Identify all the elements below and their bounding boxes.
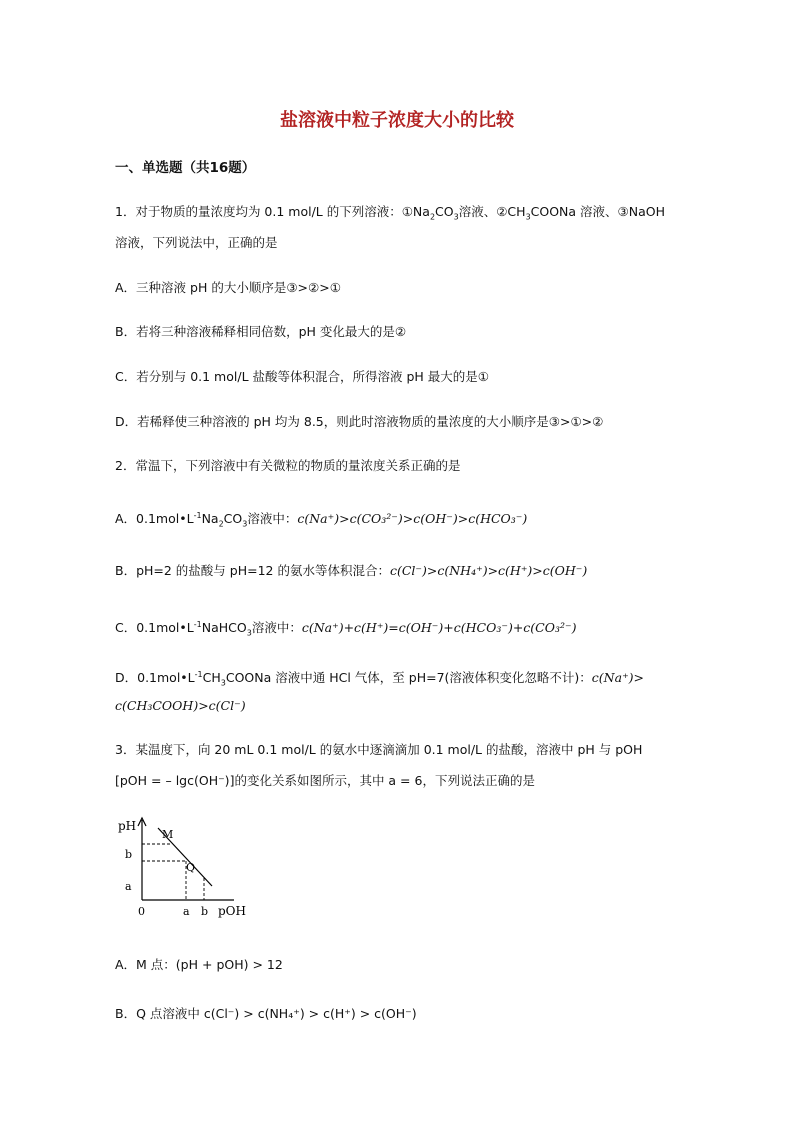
q3-stem-line1: 3．某温度下，向 20 mL 0.1 mol/L 的氨水中逐滴滴加 0.1 mol/L 的盐酸，溶液中 pH 与 pOH xyxy=(115,742,643,757)
y-axis-label: pH xyxy=(118,819,137,833)
y-tick-b: b xyxy=(125,848,133,861)
option-text: 溶液中： xyxy=(247,511,298,527)
concentration-relation: c(Na⁺)>c(CO₃²⁻)>c(OH⁻)>c(HCO₃⁻) xyxy=(297,511,528,527)
ph-poh-graph xyxy=(112,812,252,922)
option-text: COONa 溶液中通 HCl 气体，至 pH=7(溶液体积变化忽略不计)： xyxy=(225,670,592,686)
q2-option-b[interactable] xyxy=(115,563,587,579)
q1-option-c[interactable]: C．若分别与 0.1 mol/L 盐酸等体积混合，所得溶液 pH 最大的是① xyxy=(115,369,489,384)
q1-stem-text: COONa 溶液、③NaOH xyxy=(530,204,666,219)
q3-option-b[interactable]: B．Q 点溶液中 c(Cl⁻) > c(NH₄⁺) > c(H⁺) > c(OH⁻) xyxy=(115,1006,417,1021)
point-m-label: M xyxy=(162,828,174,841)
q1-option-d[interactable]: D．若稀释使三种溶液的 pH 均为 8.5，则此时溶液物质的量浓度的大小顺序是③>①>② xyxy=(115,414,604,429)
q1-option-a[interactable]: A．三种溶液 pH 的大小顺序是③>②>① xyxy=(115,280,341,295)
option-text: C．0.1mol•L xyxy=(115,620,194,636)
x-tick-b: b xyxy=(201,905,209,918)
subscript: 3 xyxy=(525,212,531,222)
q1-stem-line1 xyxy=(115,204,665,226)
q3-stem-line2: [pOH = – lgc(OH⁻)]的变化关系如图所示，其中 a = 6，下列说法正确的是 xyxy=(115,773,535,788)
option-text: CH xyxy=(202,670,221,686)
y-tick-a: a xyxy=(125,880,132,893)
superscript: -1 xyxy=(193,620,202,629)
q2-option-d-line2: c(CH₃COOH)>c(Cl⁻) xyxy=(115,698,246,713)
subscript: 3 xyxy=(242,519,248,529)
origin-label: 0 xyxy=(138,905,145,918)
x-tick-a: a xyxy=(183,905,190,918)
concentration-relation: c(Na⁺)> xyxy=(591,670,645,686)
q3-option-a[interactable]: A．M 点：(pH + pOH) > 12 xyxy=(115,957,283,972)
option-text: 溶液中： xyxy=(251,620,302,636)
point-q-label: Q xyxy=(186,861,196,874)
q1-option-b[interactable]: B．若将三种溶液稀释相同倍数，pH 变化最大的是② xyxy=(115,324,407,339)
option-text: B．pH=2 的盐酸与 pH=12 的氨水等体积混合： xyxy=(115,563,390,578)
superscript: -1 xyxy=(193,511,202,520)
concentration-relation: c(Cl⁻)>c(NH₄⁺)>c(H⁺)>c(OH⁻) xyxy=(389,563,588,578)
q2-option-d[interactable] xyxy=(115,667,644,692)
subscript: 2 xyxy=(429,212,436,222)
option-text: NaHCO xyxy=(201,620,247,636)
option-text: Na xyxy=(201,511,219,527)
subscript: 3 xyxy=(453,212,459,222)
option-text: CO xyxy=(223,511,243,527)
q1-stem-text: 溶液、②CH xyxy=(458,204,526,219)
subscript: 3 xyxy=(246,628,252,638)
section-heading: 一、单选题（共16题） xyxy=(115,160,256,176)
q1-stem-text: CO xyxy=(435,204,454,219)
subscript: 2 xyxy=(218,519,224,529)
q2-stem: 2．常温下，下列溶液中有关微粒的物质的量浓度关系正确的是 xyxy=(115,458,461,473)
option-text: A．0.1mol•L xyxy=(115,511,194,527)
q2-option-a[interactable] xyxy=(115,508,527,533)
document-title: 盐溶液中粒子浓度大小的比较 xyxy=(280,110,514,131)
superscript: -1 xyxy=(194,670,203,679)
concentration-relation: c(Na⁺)+c(H⁺)=c(OH⁻)+c(HCO₃⁻)+c(CO₃²⁻) xyxy=(301,620,577,636)
q1-stem-text: 1．对于物质的量浓度均为 0.1 mol/L 的下列溶液：①Na xyxy=(115,204,430,219)
q2-option-c[interactable] xyxy=(115,617,576,642)
subscript: 3 xyxy=(220,678,226,688)
q1-stem-line2: 溶液，下列说法中，正确的是 xyxy=(115,235,278,250)
x-axis-label: pOH xyxy=(218,904,246,918)
option-text: D．0.1mol•L xyxy=(115,670,195,686)
